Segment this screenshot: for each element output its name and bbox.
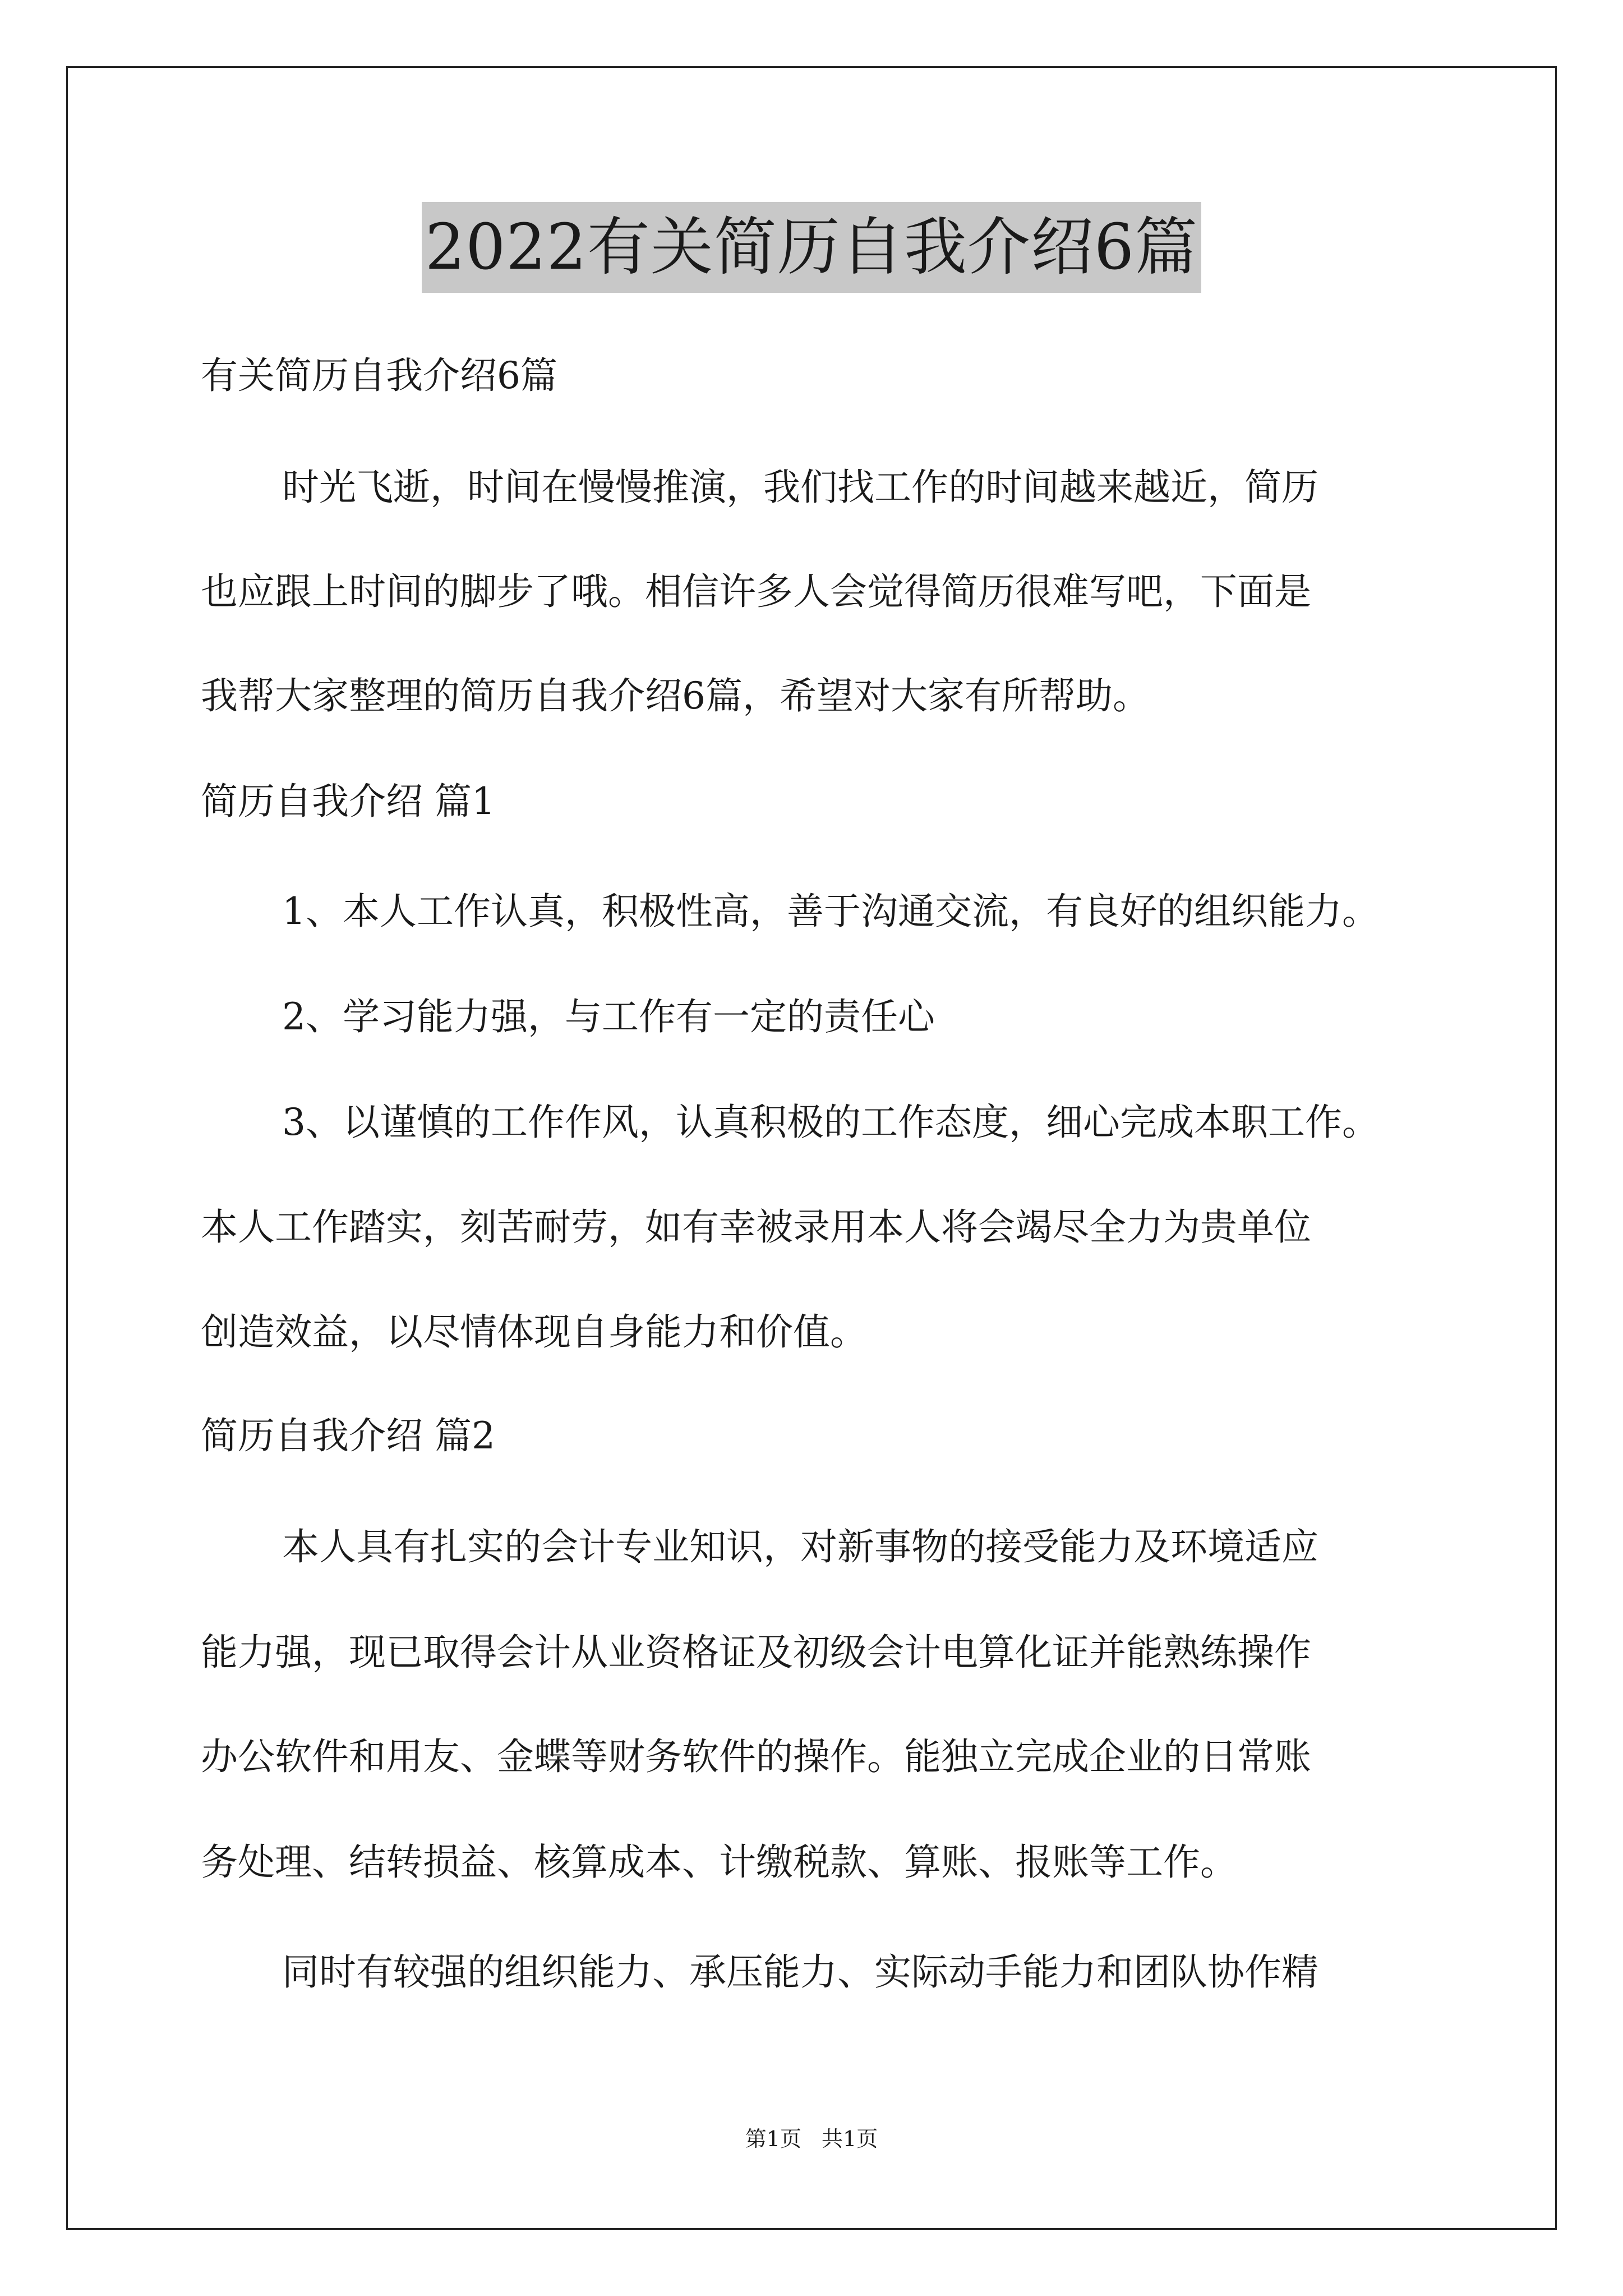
paragraph-line: 3、以谨慎的工作作风，认真积极的工作态度，细心完成本职工作。 bbox=[282, 1101, 1379, 1144]
title-container bbox=[0, 202, 1623, 293]
paragraph-line: 时光飞逝，时间在慢慢推演，我们找工作的时间越来越近，简历 bbox=[282, 466, 1318, 509]
paragraph-line: 务处理、结转损益、核算成本、计缴税款、算账、报账等工作。 bbox=[201, 1841, 1237, 1884]
paragraph-line: 1、本人工作认真，积极性高，善于沟通交流，有良好的组织能力。 bbox=[282, 890, 1379, 933]
paragraph-line: 也应跟上时间的脚步了哦。相信许多人会觉得简历很难写吧，下面是 bbox=[201, 570, 1311, 613]
paragraph-line: 本人具有扎实的会计专业知识，对新事物的接受能力及环境适应 bbox=[282, 1525, 1318, 1568]
paragraph-line: 创造效益，以尽情体现自身能力和价值。 bbox=[201, 1310, 867, 1354]
page-footer bbox=[0, 2125, 1623, 2153]
section-heading: 简历自我介绍 篇2 bbox=[201, 1414, 495, 1457]
page-number-current: 第1页 bbox=[745, 2127, 801, 2151]
section-heading: 简历自我介绍 篇1 bbox=[201, 780, 495, 823]
document-title: 2022有关简历自我介绍6篇 bbox=[422, 202, 1201, 293]
subtitle-line: 有关简历自我介绍6篇 bbox=[201, 354, 557, 397]
paragraph-line: 本人工作踏实，刻苦耐劳，如有幸被录用本人将会竭尽全力为贵单位 bbox=[201, 1205, 1311, 1249]
paragraph-line: 我帮大家整理的简历自我介绍6篇，希望对大家有所帮助。 bbox=[201, 674, 1150, 717]
page-number-total: 共1页 bbox=[822, 2127, 878, 2151]
paragraph-line: 同时有较强的组织能力、承压能力、实际动手能力和团队协作精 bbox=[282, 1950, 1318, 1994]
paragraph-line: 办公软件和用友、金蝶等财务软件的操作。能独立完成企业的日常账 bbox=[201, 1735, 1311, 1778]
paragraph-line: 能力强，现已取得会计从业资格证及初级会计电算化证并能熟练操作 bbox=[201, 1631, 1311, 1674]
paragraph-line: 2、学习能力强，与工作有一定的责任心 bbox=[282, 995, 935, 1038]
